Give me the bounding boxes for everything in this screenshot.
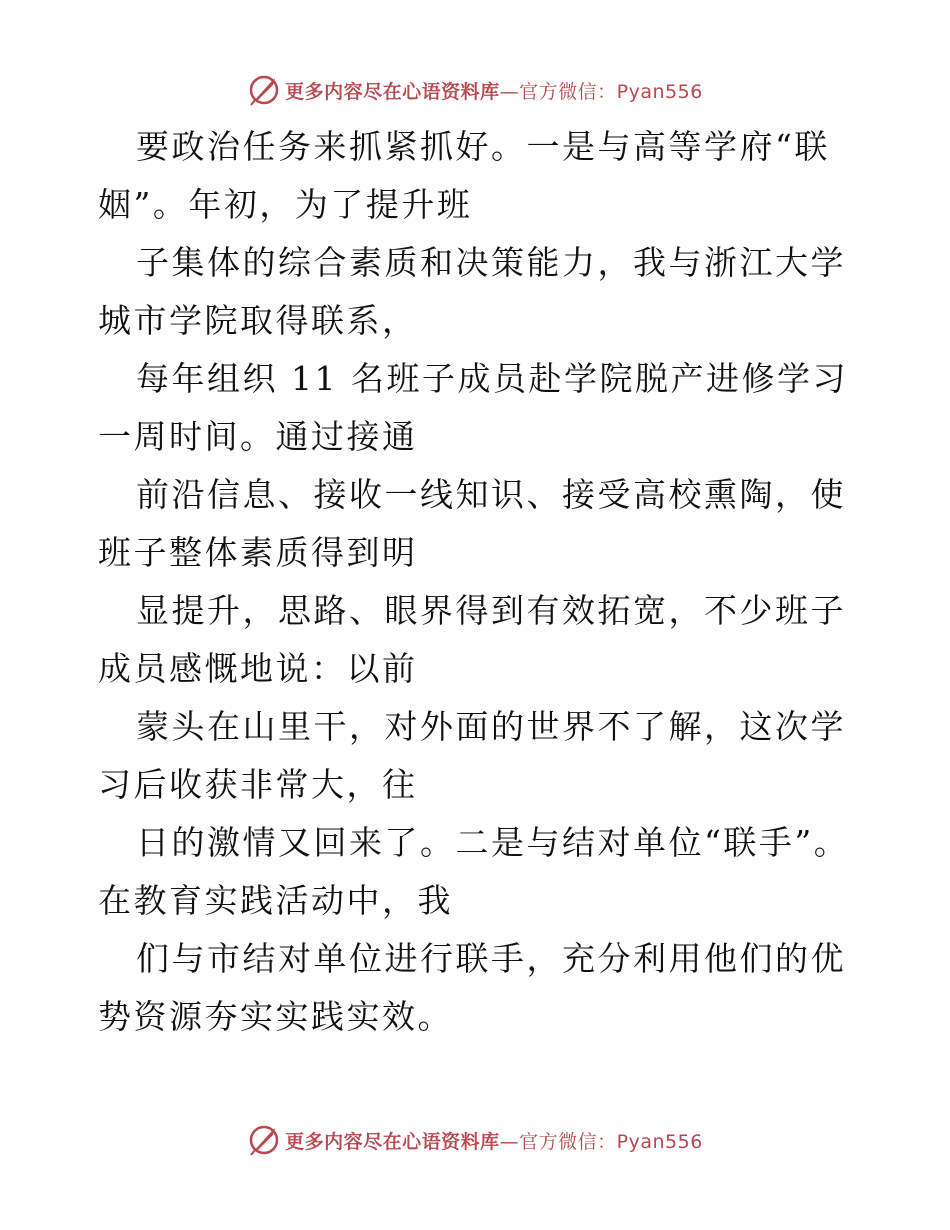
line-part: 子集体的综合素质和决策能力，我与浙江大学城	[98, 243, 846, 340]
paragraph-line	[98, 698, 858, 814]
footer-banner-sub-text: —官方微信：Pyan556	[499, 1130, 703, 1153]
line-part: 们与市结对单位进行联手，充分利用他们的优势	[98, 939, 846, 1036]
line-part: 要政治任务来抓紧抓好。一是与高等学府“联	[136, 127, 830, 166]
paragraph-line	[98, 930, 858, 1046]
line-part: 每年组织 11 名班子成员赴学院脱产进修学习一	[98, 359, 848, 456]
paragraph-line	[98, 350, 858, 466]
paragraph-line	[98, 466, 858, 582]
line-part: 周时间。通过接通	[133, 417, 418, 456]
line-part: 蒙头在山里干，对外面的世界不了解，这次学习	[98, 707, 846, 804]
header-banner-main-text: 更多内容尽在心语资料库	[285, 80, 500, 103]
line-part: 市学院取得联系，	[133, 301, 418, 340]
line-part: 在教育实践活动中，我	[98, 881, 453, 920]
line-part: 员感慨地说：以前	[133, 649, 418, 688]
line-part: 前沿信息、接收一线知识、接受高校熏陶，使班	[98, 475, 846, 572]
line-part: 日的激情又回来了。二是与结对单位“联手”。	[136, 823, 850, 862]
quill-pen-logo-icon	[247, 73, 281, 107]
paragraph-line	[98, 234, 858, 350]
line-part: 后收获非常大，往	[133, 765, 418, 804]
footer-banner	[0, 1120, 950, 1160]
line-part: 资源夯实实践实效。	[133, 997, 453, 1036]
quill-pen-logo-icon	[247, 1123, 281, 1157]
document-body	[98, 118, 858, 1046]
line-part: 显提升，思路、眼界得到有效拓宽，不少班子成	[98, 591, 846, 688]
paragraph-line	[98, 582, 858, 698]
header-banner	[0, 70, 950, 110]
paragraph-line	[98, 814, 858, 930]
line-part: 姻”。年初，为了提升班	[98, 185, 473, 224]
header-banner-sub-text: —官方微信：Pyan556	[499, 80, 703, 103]
footer-banner-main-text: 更多内容尽在心语资料库	[285, 1130, 500, 1153]
paragraph-line	[98, 118, 858, 234]
line-part: 子整体素质得到明	[133, 533, 418, 572]
